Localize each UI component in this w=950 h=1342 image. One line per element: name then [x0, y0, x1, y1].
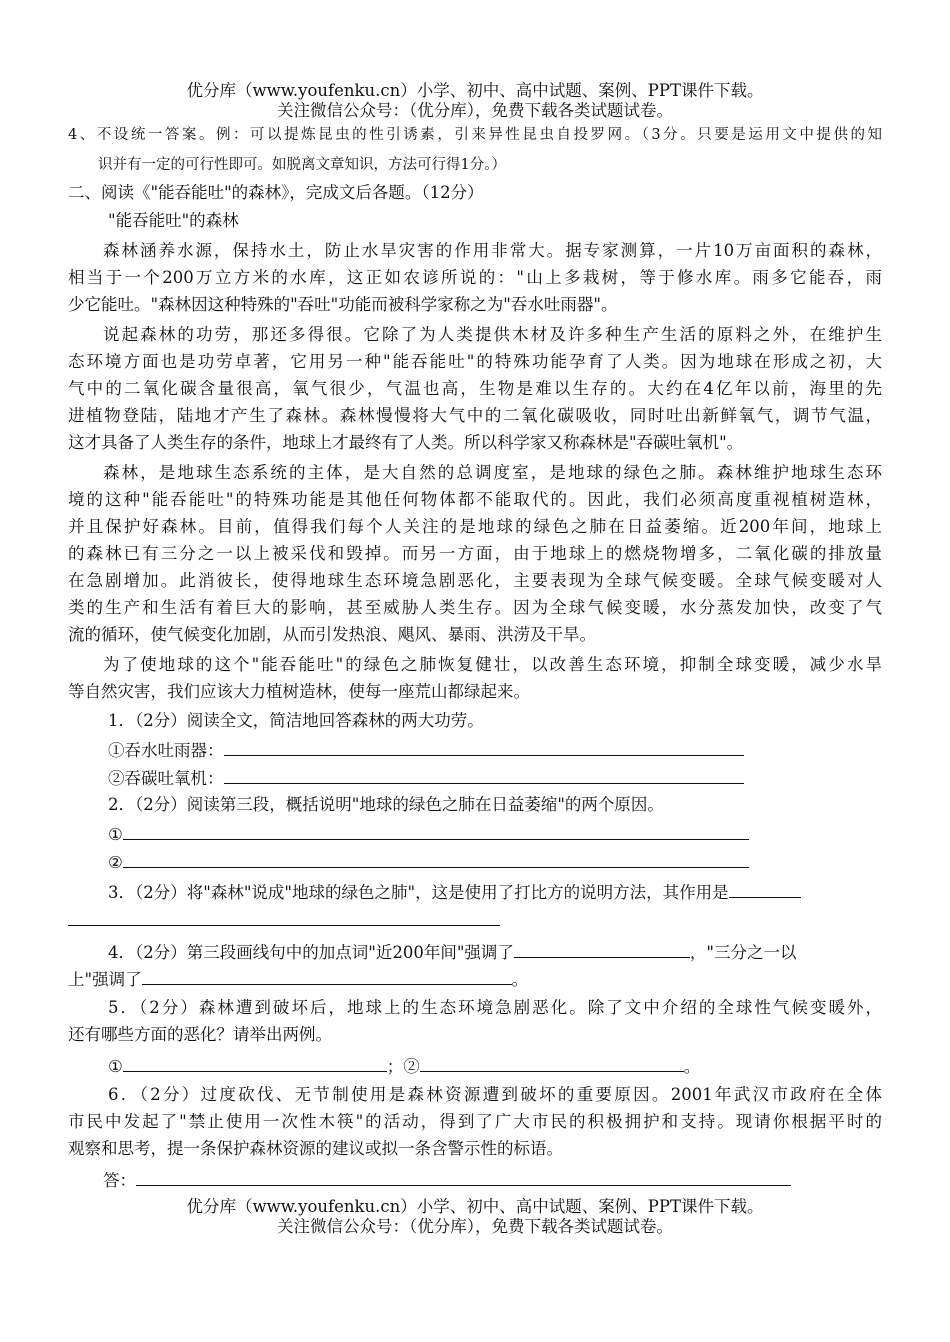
paragraph-2-line-5: 这才具备了人类生存的条件，地球上才最终有了人类。所以科学家又称森林是"吞碳吐氧机"。 [68, 433, 744, 452]
paragraph-4-line-1: 为了使地球的这个"能吞能吐"的绿色之肺恢复健壮，以改善生态环境，抑制全球变暖，减少水旱 [103, 655, 882, 674]
paragraph-1-line-1: 森林涵养水源，保持水土，防止水旱灾害的作用非常大。据专家测算，一片10万亩面积的森林， [103, 241, 882, 260]
question-1-item-b [108, 766, 744, 790]
question-4-line-2 [68, 967, 528, 991]
answer-blank-4b[interactable] [142, 967, 512, 985]
question-2-item-b [108, 850, 749, 874]
question-6-answer [103, 1168, 791, 1192]
paragraph-2-line-1: 说起森林的功劳，那还多得很。它除了为人类提供木材及许多种生产生活的原料之外，在维护生 [103, 325, 882, 344]
answer-blank-4a[interactable] [514, 940, 690, 958]
paragraph-1-line-3: 少它能吐。"森林因这种特殊的"吞吐"功能而被科学家称之为"吞水吐雨器"。 [68, 295, 618, 314]
answer-blank-3a[interactable] [729, 880, 801, 898]
question-5-line-1: 5．（2分）森林遭到破坏后，地球上的生态环境急剧恶化。除了文中介绍的全球性气候变暖外， [108, 998, 882, 1017]
answer-blank-2b[interactable] [123, 850, 749, 868]
question-1-item-a-label: ①吞水吐雨器： [108, 741, 224, 760]
paragraph-2-line-2: 态环境方面也是功劳卓著，它用另一种"能吞能吐"的特殊功能孕育了人类。因为地球在形成之初，大 [68, 352, 882, 371]
answer-blank-5a[interactable] [123, 1054, 387, 1072]
question-5-line-2: 还有哪些方面的恶化？请举出两例。 [68, 1025, 332, 1044]
question-5-line-3 [108, 1054, 700, 1078]
question-4-text-c: 上"强调了 [68, 970, 142, 989]
question-2-item-a-label: ① [108, 825, 123, 844]
paragraph-3-line-5: 在急剧增加。此消彼长，使得地球生态环境急剧恶化，主要表现为全球气候变暖。全球气候变暖对人 [68, 571, 882, 590]
question-1: 1．（2分）阅读全文，简洁地回答森林的两大功劳。 [108, 711, 484, 730]
question-4-text-b: ，"三分之一以 [689, 943, 797, 962]
answer-blank-1b[interactable] [224, 766, 744, 784]
answer-note-line-2: 识并有一定的可行性即可。如脱离文章知识，方法可行得1分。） [98, 157, 506, 173]
question-5-label-a: ① [108, 1057, 123, 1076]
question-2-item-a [108, 822, 749, 846]
question-4-text-a: 4．（2分）第三段画线句中的加点词"近200年间"强调了 [108, 943, 514, 962]
question-1-item-a [108, 738, 744, 762]
answer-blank-3b[interactable] [68, 925, 500, 926]
paragraph-3-line-1: 森林，是地球生态系统的主体，是大自然的总调度室，是地球的绿色之肺。森林维护地球生态环 [103, 463, 882, 482]
question-4-line-1 [108, 940, 797, 964]
question-2-item-b-label: ② [108, 853, 123, 872]
answer-blank-5b[interactable] [420, 1054, 684, 1072]
answer-blank-2a[interactable] [123, 822, 749, 840]
answer-blank-1a[interactable] [224, 738, 744, 756]
question-3-text: 3．（2分）将"森林"说成"地球的绿色之肺"，这是使用了打比方的说明方法，其作用是 [108, 883, 729, 902]
paragraph-2-line-4: 进植物登陆，陆地才产生了森林。森林慢慢将大气中的二氧化碳吸收，同时吐出新鲜氧气，调节气温， [68, 406, 882, 425]
paragraph-3-line-4: 的森林已有三分之一以上被采伐和毁掉。而另一方面，由于地球上的燃烧物增多，二氧化碳的排放量 [68, 544, 882, 563]
footer-line-2: 关注微信公众号：（优分库），免费下载各类试题试卷。 [277, 1217, 673, 1236]
header-line-2: 关注微信公众号：（优分库），免费下载各类试题试卷。 [277, 101, 673, 120]
footer-line-1: 优分库（www.youfenku.cn）小学、初中、高中试题、案例、PPT课件下载。 [186, 1197, 764, 1216]
question-6-line-2: 市民中发起了"禁止使用一次性木筷"的活动，得到了广大市民的积极拥护和支持。现请你根据平时的 [68, 1112, 882, 1131]
paragraph-2-line-3: 气中的二氧化碳含量很高，氧气很少，气温也高，生物是难以生存的。大约在4亿年以前，海里的先 [68, 379, 882, 398]
question-5-separator: ；② [386, 1057, 420, 1076]
paragraph-4-line-2: 等自然灾害，我们应该大力植树造林，使每一座荒山都绿起来。 [68, 682, 530, 701]
article-title: "能吞能吐"的森林 [108, 211, 239, 230]
paragraph-1-line-2: 相当于一个200万立方米的水库，这正如农谚所说的："山上多栽树，等于修水库。雨多它能吞，雨 [68, 268, 882, 287]
question-5-end: 。 [683, 1057, 701, 1076]
question-2: 2．（2分）阅读第三段，概括说明"地球的绿色之肺在日益萎缩"的两个原因。 [108, 795, 664, 814]
section-title: 二、阅读《"能吞能吐"的森林》，完成文后各题。（12分） [68, 183, 484, 202]
paragraph-3-line-2: 境的这种"能吞能吐"的特殊功能是其他任何物体都不能取代的。因此，我们必须高度重视植树造林， [68, 490, 882, 509]
question-6-line-3: 观察和思考，提一条保护森林资源的建议或拟一条含警示性的标语。 [68, 1139, 563, 1158]
question-4-end: 。 [511, 970, 529, 989]
paragraph-3-line-7: 流的循环，使气候变化加剧，从而引发热浪、飓风、暴雨、洪涝及干旱。 [68, 625, 596, 644]
paragraph-3-line-6: 类的生产和生活有着巨大的影响，甚至威胁人类生存。因为全球气候变暖，水分蒸发加快，改变了气 [68, 598, 882, 617]
paragraph-3-line-3: 并且保护好森林。目前，值得我们每个人关注的是地球的绿色之肺在日益萎缩。近200年间，地球上 [68, 517, 882, 536]
answer-note-line-1: 4、不设统一答案。例：可以提炼昆虫的性引诱素，引来异性昆虫自投罗网。（3分。只要是运用文中提供的知 [68, 127, 882, 143]
question-1-item-b-label: ②吞碳吐氧机： [108, 769, 224, 788]
answer-label: 答： [103, 1171, 136, 1190]
header-line-1: 优分库（www.youfenku.cn）小学、初中、高中试题、案例、PPT课件下载。 [186, 81, 764, 100]
question-6-line-1: 6．（2分）过度砍伐、无节制使用是森林资源遭到破坏的重要原因。2001年武汉市政府在全体 [108, 1085, 882, 1104]
question-3 [108, 880, 801, 904]
answer-blank-6[interactable] [136, 1168, 791, 1186]
